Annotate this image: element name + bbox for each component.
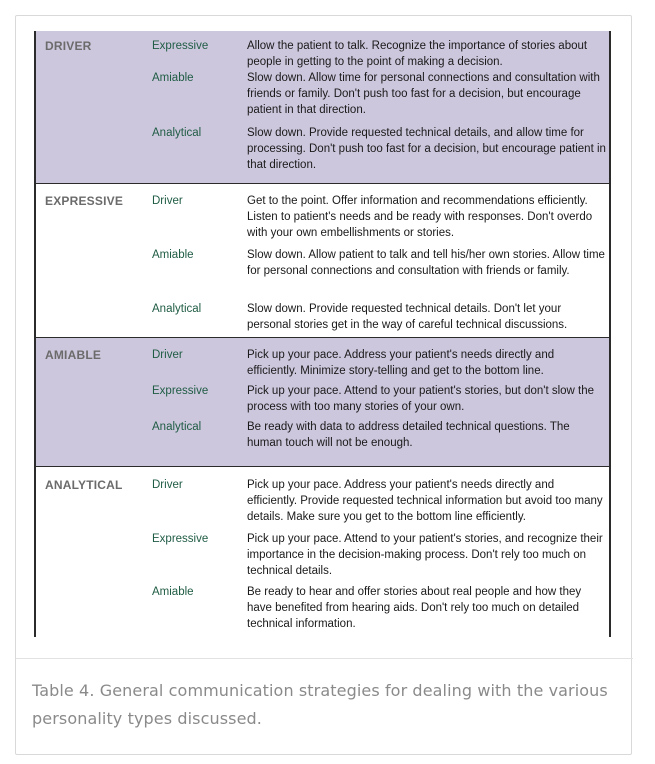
caption-divider	[16, 658, 633, 659]
strategy-text: Be ready to hear and offer stories about real people and how they have benefited from hearing aids. Don't rely too much on detailed technical information.	[247, 586, 582, 630]
partner-type: Amiable	[152, 586, 194, 598]
strategy-text: Be ready with data to address detailed technical questions. The human touch will not be enough.	[247, 421, 570, 449]
strategy-text: Pick up your pace. Address your patient's needs directly and efficiently. Provide requested technical information but avoid too many details. Make sure you get to the bottom line efficiently.	[247, 479, 603, 523]
strategy-text: Slow down. Allow patient to talk and tell his/her own stories. Allow time for personal connections and consultation with friends or family.	[247, 249, 605, 277]
table-group-driver	[36, 31, 609, 183]
partner-type: Expressive	[152, 533, 209, 545]
strategy-text: Get to the point. Offer information and recommendations efficiently. Listen to patient's needs and be ready with responses. Don't overdo with your own embellishments or stories.	[247, 195, 593, 239]
strategy-text: Pick up your pace. Attend to your patient's stories, but don't slow the process with too many stories of your own.	[247, 385, 595, 413]
partner-type: Amiable	[152, 72, 194, 84]
table-group-analytical	[36, 467, 609, 637]
partner-type: Expressive	[152, 385, 209, 397]
strategy-text: Allow the patient to talk. Recognize the importance of stories about people in getting to the point of making a decision.	[247, 40, 588, 68]
strategy-text: Slow down. Provide requested technical details, and allow time for processing. Don't push too fast for a decision, but encourage patient in that direction.	[247, 127, 606, 171]
partner-type: Expressive	[152, 40, 209, 52]
table-group-amiable	[36, 338, 609, 466]
partner-type: Driver	[152, 195, 183, 207]
strategy-text: Pick up your pace. Attend to your patient's stories, and recognize their importance in the decision-making process. Don't rely too much on technical details.	[247, 533, 603, 577]
type-label: AMIABLE	[45, 348, 102, 362]
table-group-expressive	[36, 184, 609, 337]
strategy-text: Slow down. Provide requested technical details. Don't let your personal stories get in the way of careful technical discussions.	[247, 303, 568, 331]
type-label: DRIVER	[45, 39, 92, 53]
partner-type: Analytical	[152, 303, 202, 315]
type-label: ANALYTICAL	[45, 478, 123, 492]
partner-type: Analytical	[152, 127, 202, 139]
strategy-table	[34, 31, 611, 637]
table-caption: Table 4. General communication strategies for dealing with the various personality types discussed.	[32, 681, 608, 728]
partner-type: Driver	[152, 349, 183, 361]
partner-type: Amiable	[152, 249, 194, 261]
partner-type: Analytical	[152, 421, 202, 433]
type-label: EXPRESSIVE	[45, 194, 124, 208]
strategy-text: Pick up your pace. Address your patient's needs directly and efficiently. Minimize story-telling and get to the bottom line.	[247, 349, 555, 377]
partner-type: Driver	[152, 479, 183, 491]
strategy-text: Slow down. Allow time for personal connections and consultation with friends or family. Don't push too fast for a decision, but encourage patient in that direction.	[247, 72, 600, 116]
table-image	[31, 31, 614, 637]
